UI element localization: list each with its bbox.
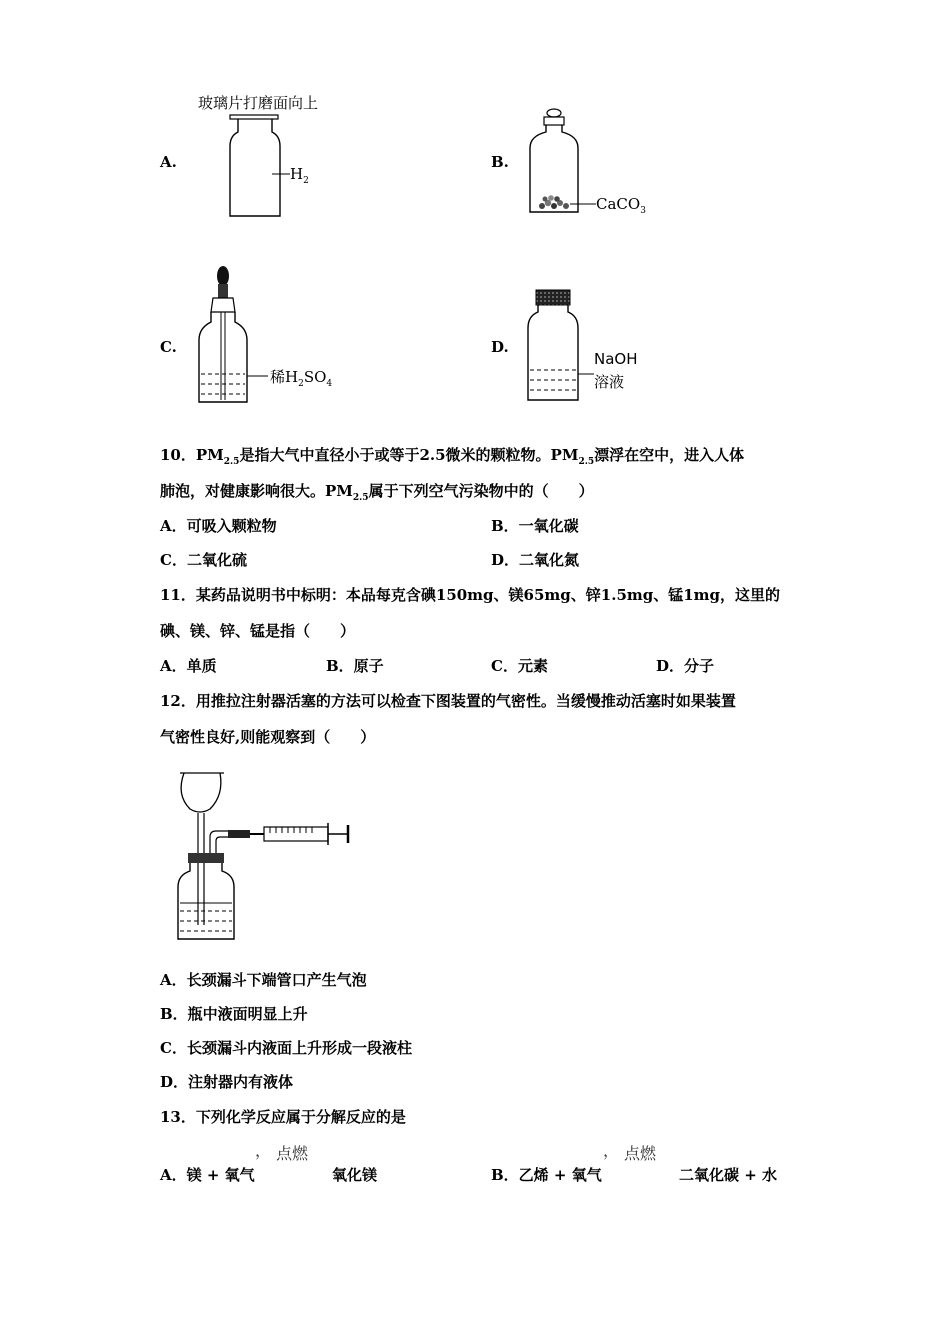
q12-option-b[interactable]: B．瓶中液面明显上升 <box>160 1005 308 1023</box>
q12-option-a[interactable]: A．长颈漏斗下端管口产生气泡 <box>160 971 367 989</box>
question-10-line-2: 肺泡，对健康影响很大。$PM_{2.5}$属于下列空气污染物中的（ ） <box>160 482 594 503</box>
reagent-bottle-figure-d <box>524 288 604 406</box>
q11-option-b[interactable]: B．原子 <box>326 657 384 675</box>
q11-option-c[interactable]: C．元素 <box>491 657 548 675</box>
figure-caption-a: 玻璃片打磨面向上 <box>198 94 319 112</box>
option-label-a: A. <box>160 153 177 171</box>
q10-option-b[interactable]: B．一氧化碳 <box>491 517 579 535</box>
caco3-label: CaCO$_3$ <box>596 195 646 216</box>
option-label-b: B. <box>491 153 509 171</box>
solution-label: 溶液 <box>594 373 625 391</box>
question-10-line-1: 10．$PM_{2.5}$是指大气中直径小于或等于2.5微米的颗粒物。$PM_{2.5}$漂浮在空中，进入人体 <box>160 446 745 467</box>
airtightness-apparatus-figure <box>170 765 360 945</box>
question-11-line-1: 11．某药品说明书中标明：本品每克含碘150mg、镁65mg、锌1.5mg、锰1mg，这里的 <box>160 586 781 604</box>
q13-option-b-products: 二氧化碳 + 水 <box>679 1166 778 1184</box>
q13-option-a-product: 氧化镁 <box>332 1166 378 1184</box>
q10-option-d[interactable]: D．二氧化氮 <box>491 551 580 569</box>
q13-option-a-reactants[interactable]: A．镁 + 氧气 <box>160 1166 255 1184</box>
option-label-d: D. <box>491 338 509 356</box>
q11-option-a[interactable]: A．单质 <box>160 657 217 675</box>
naoh-label: NaOH <box>594 350 638 368</box>
dilute-h2so4-label: 稀$H_2SO_4$ <box>270 368 333 389</box>
condition-tick-a: ， <box>255 1141 272 1160</box>
q10-option-a[interactable]: A．可吸入颗粒物 <box>160 517 277 535</box>
q13-option-b-reactants[interactable]: B．乙烯 + 氧气 <box>491 1166 602 1184</box>
q11-option-d[interactable]: D．分子 <box>656 657 715 675</box>
question-12-line-2: 气密性良好,则能观察到（ ） <box>160 728 376 746</box>
question-13-stem: 13．下列化学反应属于分解反应的是 <box>160 1108 406 1126</box>
dropper-bottle-figure-c <box>193 262 273 407</box>
gas-bottle-figure-a <box>222 112 292 222</box>
condition-tick-b: ， <box>603 1141 620 1160</box>
solid-bottle-figure-b <box>526 108 601 218</box>
q12-option-c[interactable]: C．长颈漏斗内液面上升形成一段液柱 <box>160 1039 412 1057</box>
question-11-line-2: 碘、镁、锌、锰是指（ ） <box>160 622 356 640</box>
q12-option-d[interactable]: D．注射器内有液体 <box>160 1073 294 1091</box>
q10-option-c[interactable]: C．二氧化硫 <box>160 551 247 569</box>
condition-ignite-b: 点燃 <box>624 1144 657 1163</box>
h2-label: $H_2$ <box>290 165 309 186</box>
option-label-c: C. <box>160 338 177 356</box>
question-12-line-1: 12．用推拉注射器活塞的方法可以检查下图装置的气密性。当缓慢推动活塞时如果装置 <box>160 692 736 710</box>
condition-ignite-a: 点燃 <box>276 1144 309 1163</box>
